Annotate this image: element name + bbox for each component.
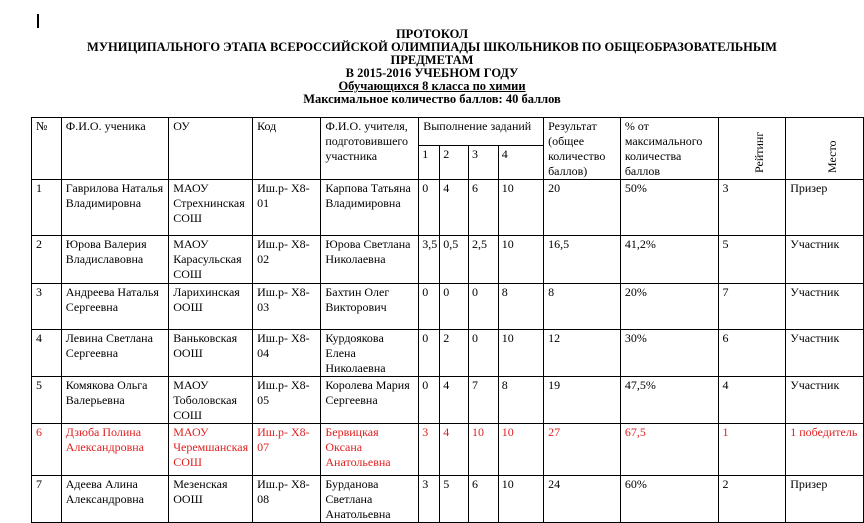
table-row — [32, 476, 864, 523]
row-task-3: 0 — [469, 330, 499, 377]
col-teacher: Ф.И.О. учителя, подготовившего участника — [321, 118, 419, 180]
row-teacher: Бурданова Светлана Анатольевна — [321, 476, 419, 523]
row-teacher: Бахтин Олег Викторович — [321, 284, 419, 330]
row-task-3: 6 — [469, 476, 499, 523]
row-place: Участник — [786, 236, 864, 284]
table-row — [32, 424, 864, 476]
row-percent: 47,5% — [620, 377, 718, 424]
row-result: 12 — [544, 330, 621, 377]
row-teacher: Карпова Татьяна Владимировна — [321, 180, 419, 236]
header-line-5: Обучающихся 8 класса по химии — [338, 79, 526, 93]
header-line-1: ПРОТОКОЛ — [395, 27, 469, 41]
row-result: 19 — [544, 377, 621, 424]
row-result: 27 — [544, 424, 621, 476]
col-school: ОУ — [169, 118, 253, 180]
row-task-4: 8 — [498, 377, 543, 424]
table-row — [32, 284, 864, 330]
row-task-2: 0,5 — [440, 236, 469, 284]
row-school: Мезенская ООШ — [169, 476, 253, 523]
row-name: Юрова Валерия Владиславовна — [61, 236, 168, 284]
row-task-1: 0 — [419, 330, 440, 377]
row-teacher: Бервицкая Оксана Анатольевна — [321, 424, 419, 476]
row-num: 2 — [32, 236, 62, 284]
col-name: Ф.И.О. ученика — [61, 118, 168, 180]
row-rating: 3 — [718, 180, 786, 236]
table-row — [32, 180, 864, 236]
row-code: Иш.р- Х8-08 — [253, 476, 321, 523]
header-line-3: ПРЕДМЕТАМ — [390, 53, 474, 67]
row-task-4: 10 — [498, 424, 543, 476]
task-num-1: 1 — [419, 146, 440, 180]
col-percent: % от максимального количества баллов — [620, 118, 718, 180]
col-rating — [718, 118, 786, 180]
col-tasks: Выполнение заданий — [419, 118, 544, 146]
row-name: Гаврилова Наталья Владимировна — [61, 180, 168, 236]
row-name: Дзюба Полина Александровна — [61, 424, 168, 476]
row-rating: 1 — [718, 424, 786, 476]
table-row — [32, 330, 864, 377]
row-task-3: 0 — [469, 284, 499, 330]
row-task-1: 0 — [419, 284, 440, 330]
row-task-4: 10 — [498, 236, 543, 284]
col-result: Результат (общее количество баллов) — [544, 118, 621, 180]
row-num: 6 — [32, 424, 62, 476]
row-code: Иш.р- Х8-01 — [253, 180, 321, 236]
col-place — [786, 118, 864, 180]
col-code: Код — [253, 118, 321, 180]
row-num: 5 — [32, 377, 62, 424]
row-school: МАОУ Карасульская СОШ — [169, 236, 253, 284]
row-percent: 67,5 — [620, 424, 718, 476]
row-task-1: 0 — [419, 377, 440, 424]
text-cursor — [37, 14, 39, 28]
row-school: МАОУ Стрехнинская СОШ — [169, 180, 253, 236]
row-result: 8 — [544, 284, 621, 330]
row-code: Иш.р- Х8-04 — [253, 330, 321, 377]
row-task-3: 6 — [469, 180, 499, 236]
col-rating-label: Рейтинг — [751, 131, 766, 173]
document-header — [0, 28, 864, 106]
row-num: 3 — [32, 284, 62, 330]
row-code: Иш.р- Х8-07 — [253, 424, 321, 476]
row-percent: 50% — [620, 180, 718, 236]
row-place: Участник — [786, 377, 864, 424]
row-task-1: 3,5 — [419, 236, 440, 284]
row-code: Иш.р- Х8-03 — [253, 284, 321, 330]
row-result: 24 — [544, 476, 621, 523]
header-row — [32, 118, 864, 146]
results-table — [31, 117, 864, 523]
row-percent: 20% — [620, 284, 718, 330]
row-name: Андреева Наталья Сергеевна — [61, 284, 168, 330]
task-num-4: 4 — [498, 146, 543, 180]
row-task-4: 10 — [498, 180, 543, 236]
row-task-4: 10 — [498, 330, 543, 377]
row-task-3: 2,5 — [469, 236, 499, 284]
row-num: 1 — [32, 180, 62, 236]
row-place: Призер — [786, 476, 864, 523]
header-line-4: В 2015-2016 УЧЕБНОМ ГОДУ — [345, 66, 519, 80]
row-result: 20 — [544, 180, 621, 236]
row-name: Левина Светлана Сергеевна — [61, 330, 168, 377]
row-rating: 4 — [718, 377, 786, 424]
row-result: 16,5 — [544, 236, 621, 284]
row-place: Призер — [786, 180, 864, 236]
task-num-3: 3 — [469, 146, 499, 180]
row-school: МАОУ Тоболовская СОШ — [169, 377, 253, 424]
row-num: 4 — [32, 330, 62, 377]
row-task-2: 2 — [440, 330, 469, 377]
row-task-1: 3 — [419, 424, 440, 476]
row-school: Ваньковская ООШ — [169, 330, 253, 377]
header-line-2: МУНИЦИПАЛЬНОГО ЭТАПА ВСЕРОССИЙСКОЙ ОЛИМПИАДЫ ШКОЛЬНИКОВ ПО ОБЩЕОБРАЗОВАТЕЛЬНЫМ — [87, 40, 777, 54]
row-place: 1 победитель — [786, 424, 864, 476]
row-percent: 30% — [620, 330, 718, 377]
row-percent: 60% — [620, 476, 718, 523]
row-task-2: 5 — [440, 476, 469, 523]
table-row — [32, 236, 864, 284]
row-rating: 7 — [718, 284, 786, 330]
row-code: Иш.р- Х8-05 — [253, 377, 321, 424]
row-task-4: 10 — [498, 476, 543, 523]
row-teacher: Королева Мария Сергеевна — [321, 377, 419, 424]
row-task-4: 8 — [498, 284, 543, 330]
row-code: Иш.р- Х8-02 — [253, 236, 321, 284]
row-task-2: 0 — [440, 284, 469, 330]
row-task-3: 10 — [469, 424, 499, 476]
row-task-2: 4 — [440, 424, 469, 476]
row-teacher: Курдоякова Елена Николаевна — [321, 330, 419, 377]
row-rating: 2 — [718, 476, 786, 523]
col-num: № — [32, 118, 62, 180]
row-teacher: Юрова Светлана Николаевна — [321, 236, 419, 284]
table-row — [32, 377, 864, 424]
row-name: Адеева Алина Александровна — [61, 476, 168, 523]
task-num-2: 2 — [440, 146, 469, 180]
row-school: МАОУ Черемшанская СОШ — [169, 424, 253, 476]
row-school: Ларихинская ООШ — [169, 284, 253, 330]
row-place: Участник — [786, 284, 864, 330]
row-name: Комякова Ольга Валерьевна — [61, 377, 168, 424]
col-place-label: Место — [824, 140, 839, 173]
header-line-6: Максимальное количество баллов: 40 баллов — [303, 92, 561, 106]
row-rating: 6 — [718, 330, 786, 377]
row-num: 7 — [32, 476, 62, 523]
row-task-2: 4 — [440, 180, 469, 236]
row-task-2: 4 — [440, 377, 469, 424]
row-task-1: 3 — [419, 476, 440, 523]
row-task-3: 7 — [469, 377, 499, 424]
row-rating: 5 — [718, 236, 786, 284]
row-place: Участник — [786, 330, 864, 377]
row-percent: 41,2% — [620, 236, 718, 284]
row-task-1: 0 — [419, 180, 440, 236]
